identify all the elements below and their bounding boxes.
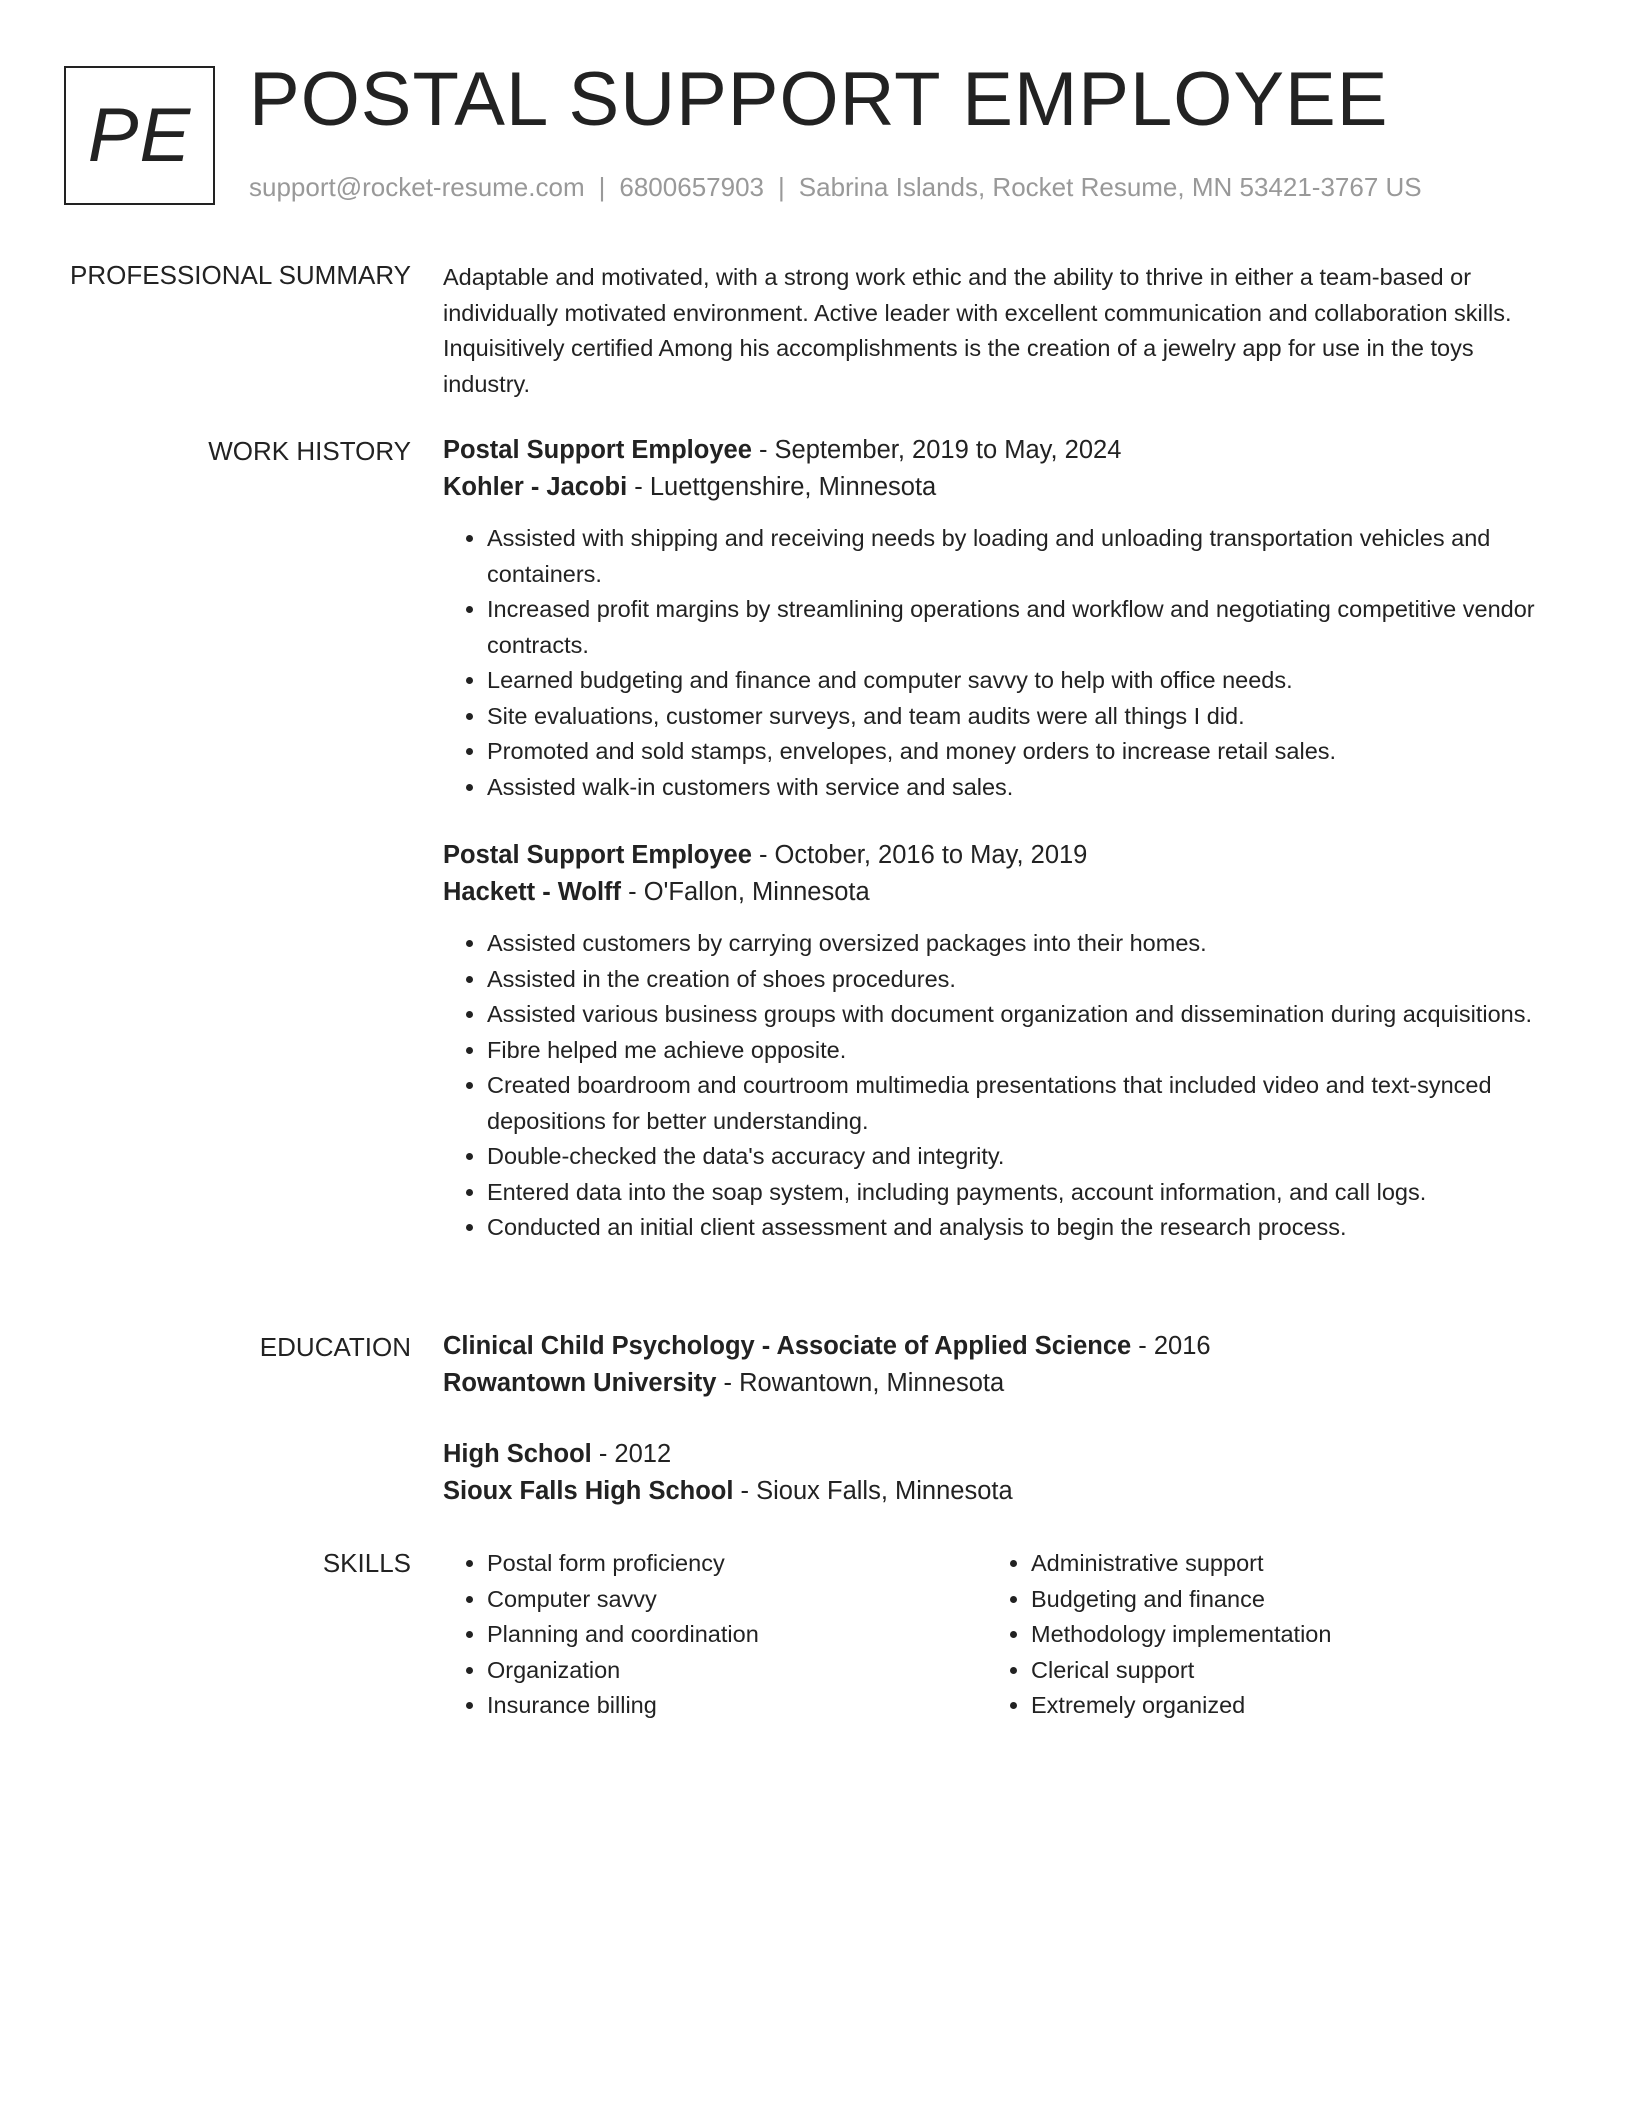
skill-item: • Organization <box>487 1653 987 1689</box>
contact-separator: | <box>598 172 606 202</box>
job-duty: • Promoted and sold stamps, envelopes, and money orders to increase retail sales. <box>487 734 1563 770</box>
job-duty: • Assisted with shipping and receiving needs by loading and unloading transportation vehicles and containers. <box>487 521 1563 592</box>
job-duty: • Increased profit margins by streamlining operations and workflow and negotiating competitive vendor contracts. <box>487 592 1563 663</box>
contact-email: support@rocket-resume.com <box>249 172 585 202</box>
job-duty: • Assisted various business groups with document organization and dissemination during acquisitions. <box>487 997 1563 1033</box>
job-duty: • Assisted walk-in customers with service and sales. <box>487 770 1563 806</box>
monogram-logo: PE <box>64 66 215 205</box>
section-label-summary: PROFESSIONAL SUMMARY <box>70 260 411 290</box>
skills-list-right <box>987 1546 1531 1724</box>
degree-name: High School <box>443 1440 592 1468</box>
degree-year: - 2012 <box>591 1440 672 1468</box>
job-duties-list <box>443 521 1563 805</box>
job-duty: • Learned budgeting and finance and computer savvy to help with office needs. <box>487 663 1563 699</box>
job-entry <box>443 432 1563 805</box>
job-dates: - September, 2019 to May, 2024 <box>751 436 1122 464</box>
job-company: Hackett - Wolff <box>443 878 622 906</box>
candidate-name: POSTAL SUPPORT EMPLOYEE <box>249 57 1389 142</box>
education-entry <box>443 1436 1563 1510</box>
job-duty: • Created boardroom and courtroom multimedia presentations that included video and text-synced depositions for better understanding. <box>487 1068 1563 1139</box>
skill-item: • Extremely organized <box>1031 1688 1531 1724</box>
summary-text: Adaptable and motivated, with a strong work ethic and the ability to thrive in either a team-based or individually motivated environment. Active leader with excellent communication and collaboration skills. Inquisitively certified Among his accomplishments is the creation of a jewelry app for use in the toys industry. <box>443 264 1512 397</box>
job-duty: • Assisted in the creation of shoes procedures. <box>487 962 1563 998</box>
contact-line <box>249 172 1422 203</box>
skills-list-left <box>443 1546 987 1724</box>
job-duty: • Entered data into the soap system, including payments, account information, and call logs. <box>487 1175 1563 1211</box>
skills-columns <box>443 1546 1563 1724</box>
job-duty: • Double-checked the data's accuracy and integrity. <box>487 1139 1563 1175</box>
job-title: Postal Support Employee <box>443 436 752 464</box>
job-entry <box>443 837 1563 1246</box>
skill-item: • Computer savvy <box>487 1582 987 1618</box>
education-entry <box>443 1328 1563 1402</box>
school-name: Rowantown University <box>443 1369 717 1397</box>
school-location: - Sioux Falls, Minnesota <box>733 1477 1013 1505</box>
section-label-work-history: WORK HISTORY <box>208 436 411 466</box>
contact-address: Sabrina Islands, Rocket Resume, MN 53421-3767 US <box>798 172 1422 202</box>
job-company: Kohler - Jacobi <box>443 473 628 501</box>
job-location: - O'Fallon, Minnesota <box>621 878 870 906</box>
school-location: - Rowantown, Minnesota <box>716 1369 1005 1397</box>
degree-name: Clinical Child Psychology - Associate of Applied Science <box>443 1332 1132 1360</box>
job-dates: - October, 2016 to May, 2019 <box>751 841 1088 869</box>
skill-item: • Methodology implementation <box>1031 1617 1531 1653</box>
section-label-skills: SKILLS <box>322 1548 411 1578</box>
skill-item: • Postal form proficiency <box>487 1546 987 1582</box>
job-title: Postal Support Employee <box>443 841 752 869</box>
skill-item: • Budgeting and finance <box>1031 1582 1531 1618</box>
skill-item: • Insurance billing <box>487 1688 987 1724</box>
section-label-education: EDUCATION <box>259 1332 411 1362</box>
job-duty: • Conducted an initial client assessment and analysis to begin the research process. <box>487 1210 1563 1246</box>
contact-phone: 6800657903 <box>619 172 764 202</box>
job-duty: • Fibre helped me achieve opposite. <box>487 1033 1563 1069</box>
school-name: Sioux Falls High School <box>443 1477 734 1505</box>
job-duties-list <box>443 926 1563 1246</box>
skill-item: • Planning and coordination <box>487 1617 987 1653</box>
job-duty: • Site evaluations, customer surveys, and team audits were all things I did. <box>487 699 1563 735</box>
job-location: - Luettgenshire, Minnesota <box>627 473 937 501</box>
skill-item: • Administrative support <box>1031 1546 1531 1582</box>
job-duty: • Assisted customers by carrying oversized packages into their homes. <box>487 926 1563 962</box>
degree-year: - 2016 <box>1131 1332 1211 1360</box>
contact-separator: | <box>778 172 785 202</box>
skill-item: • Clerical support <box>1031 1653 1531 1689</box>
